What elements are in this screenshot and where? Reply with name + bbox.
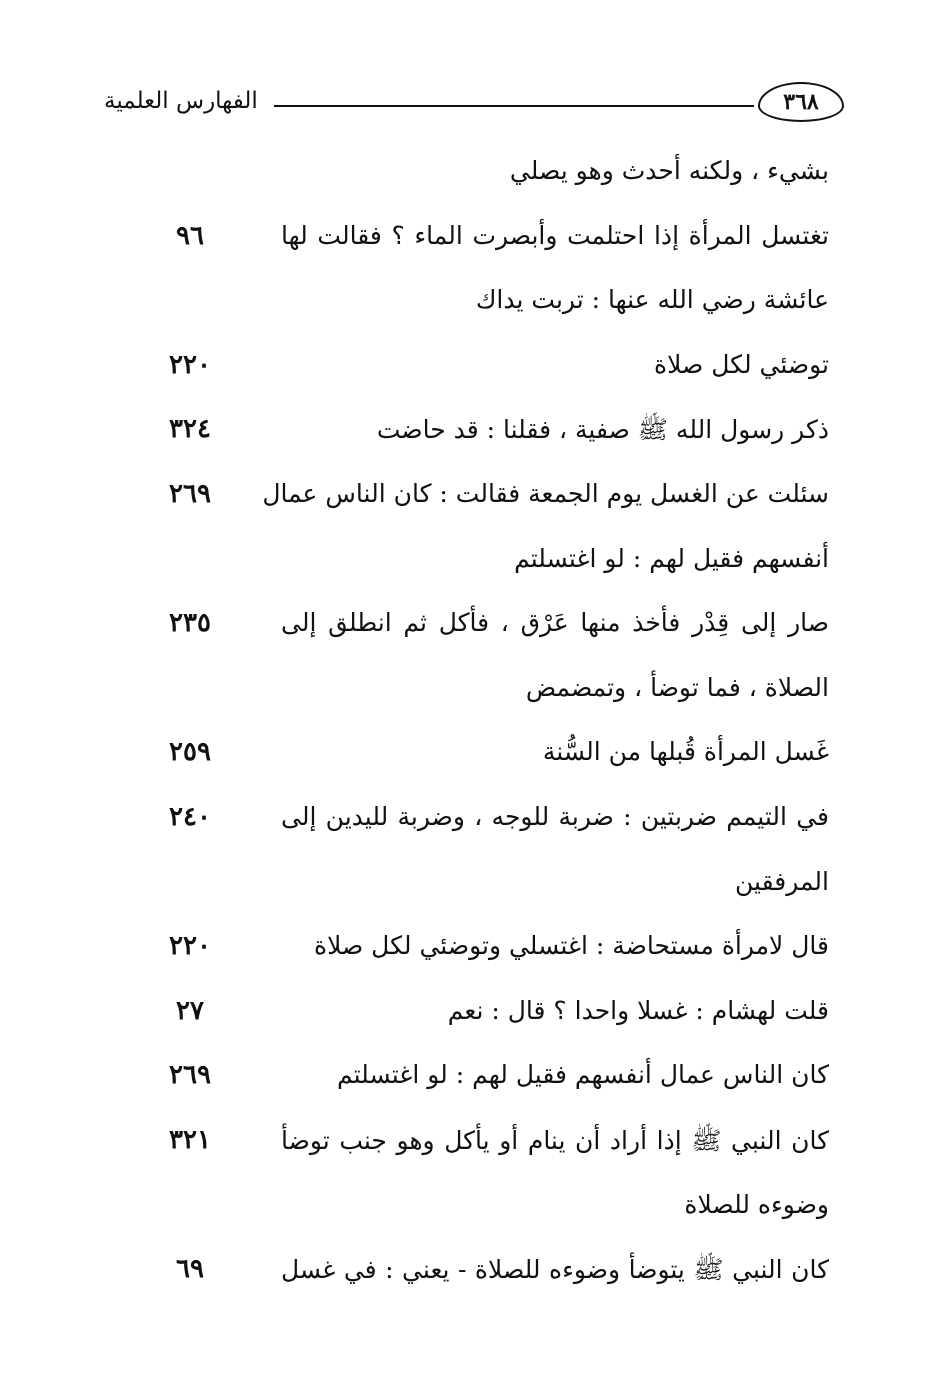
entry-text: كان النبي ﷺ يتوضأ وضوءه للصلاة - يعني : في غسل <box>281 1255 829 1285</box>
entry-text: سئلت عن الغسل يوم الجمعة فقالت : كان الناس عمال <box>262 478 829 508</box>
index-line <box>0 273 947 338</box>
index-line <box>0 338 947 403</box>
entry-page-number: ٢٧ <box>176 995 204 1026</box>
index-line <box>0 144 947 209</box>
index-line <box>0 984 947 1049</box>
index-line <box>0 855 947 920</box>
entry-page-number: ٢٦٩ <box>169 1060 211 1091</box>
entry-text: أنفسهم فقيل لهم : لو اغتسلتم <box>514 543 829 573</box>
entry-page-number: ٢٦٩ <box>169 478 211 509</box>
index-line <box>0 1048 947 1113</box>
entry-page-number: ٣٢١ <box>169 1124 211 1155</box>
entry-text: كان النبي ﷺ إذا أراد أن ينام أو يأكل وهو جنب توضأ <box>281 1125 829 1155</box>
index-line <box>0 467 947 532</box>
index-line <box>0 661 947 726</box>
entry-text: قال لامرأة مستحاضة : اغتسلي وتوضئي لكل صلاة <box>313 931 829 961</box>
entry-text: بشيء ، ولكنه أحدث وهو يصلي <box>509 156 829 185</box>
entry-text: قلت لهشام : غسلا واحدا ؟ قال : نعم <box>447 995 829 1025</box>
entry-text: تغتسل المرأة إذا احتلمت وأبصرت الماء ؟ فقالت لها <box>281 220 829 250</box>
entry-text: ذكر رسول الله ﷺ صفية ، فقلنا : قد حاضت <box>376 415 829 445</box>
index-line <box>0 1242 947 1307</box>
entry-text: عائشة رضي الله عنها : تربت يداك <box>475 285 829 315</box>
index-line <box>0 790 947 855</box>
index-line <box>0 532 947 597</box>
index-line <box>0 1113 947 1178</box>
entry-text: الصلاة ، فما توضأ ، وتمضمض <box>525 672 829 702</box>
entry-page-number: ٢٢٠ <box>169 349 211 380</box>
entry-page-number: ٢٤٠ <box>169 801 211 832</box>
page-number-badge: ٣٦٨ <box>758 82 844 122</box>
entry-text: غَسل المرأة قُبلها من السُّنة <box>542 737 829 767</box>
index-line <box>0 596 947 661</box>
index-line <box>0 209 947 274</box>
entry-page-number: ٢٥٩ <box>169 737 211 768</box>
entry-page-number: ٦٩ <box>176 1254 204 1285</box>
entry-text: وضوءه للصلاة <box>684 1189 829 1219</box>
entry-text: كان الناس عمال أنفسهم فقيل لهم : لو اغتسلتم <box>337 1060 829 1090</box>
header-rule <box>274 105 754 107</box>
index-entries <box>0 144 947 1307</box>
entry-text: المرفقين <box>735 866 829 896</box>
index-line <box>0 725 947 790</box>
entry-text: صار إلى قِدْر فأخذ منها عَرْق ، فأكل ثم انطلق إلى <box>281 608 829 638</box>
running-header <box>96 82 848 128</box>
entry-page-number: ٢٣٥ <box>169 608 211 639</box>
section-title: الفهارس العلمية <box>104 88 258 114</box>
entry-text: في التيمم ضربتين : ضربة للوجه ، وضربة لليدين إلى <box>281 801 829 831</box>
index-line <box>0 402 947 467</box>
entry-page-number: ٣٢٤ <box>169 414 211 445</box>
entry-text: توضئي لكل صلاة <box>654 349 829 379</box>
entry-page-number: ٢٢٠ <box>169 931 211 962</box>
entry-page-number: ٩٦ <box>176 220 204 251</box>
index-line <box>0 919 947 984</box>
index-line <box>0 1178 947 1243</box>
